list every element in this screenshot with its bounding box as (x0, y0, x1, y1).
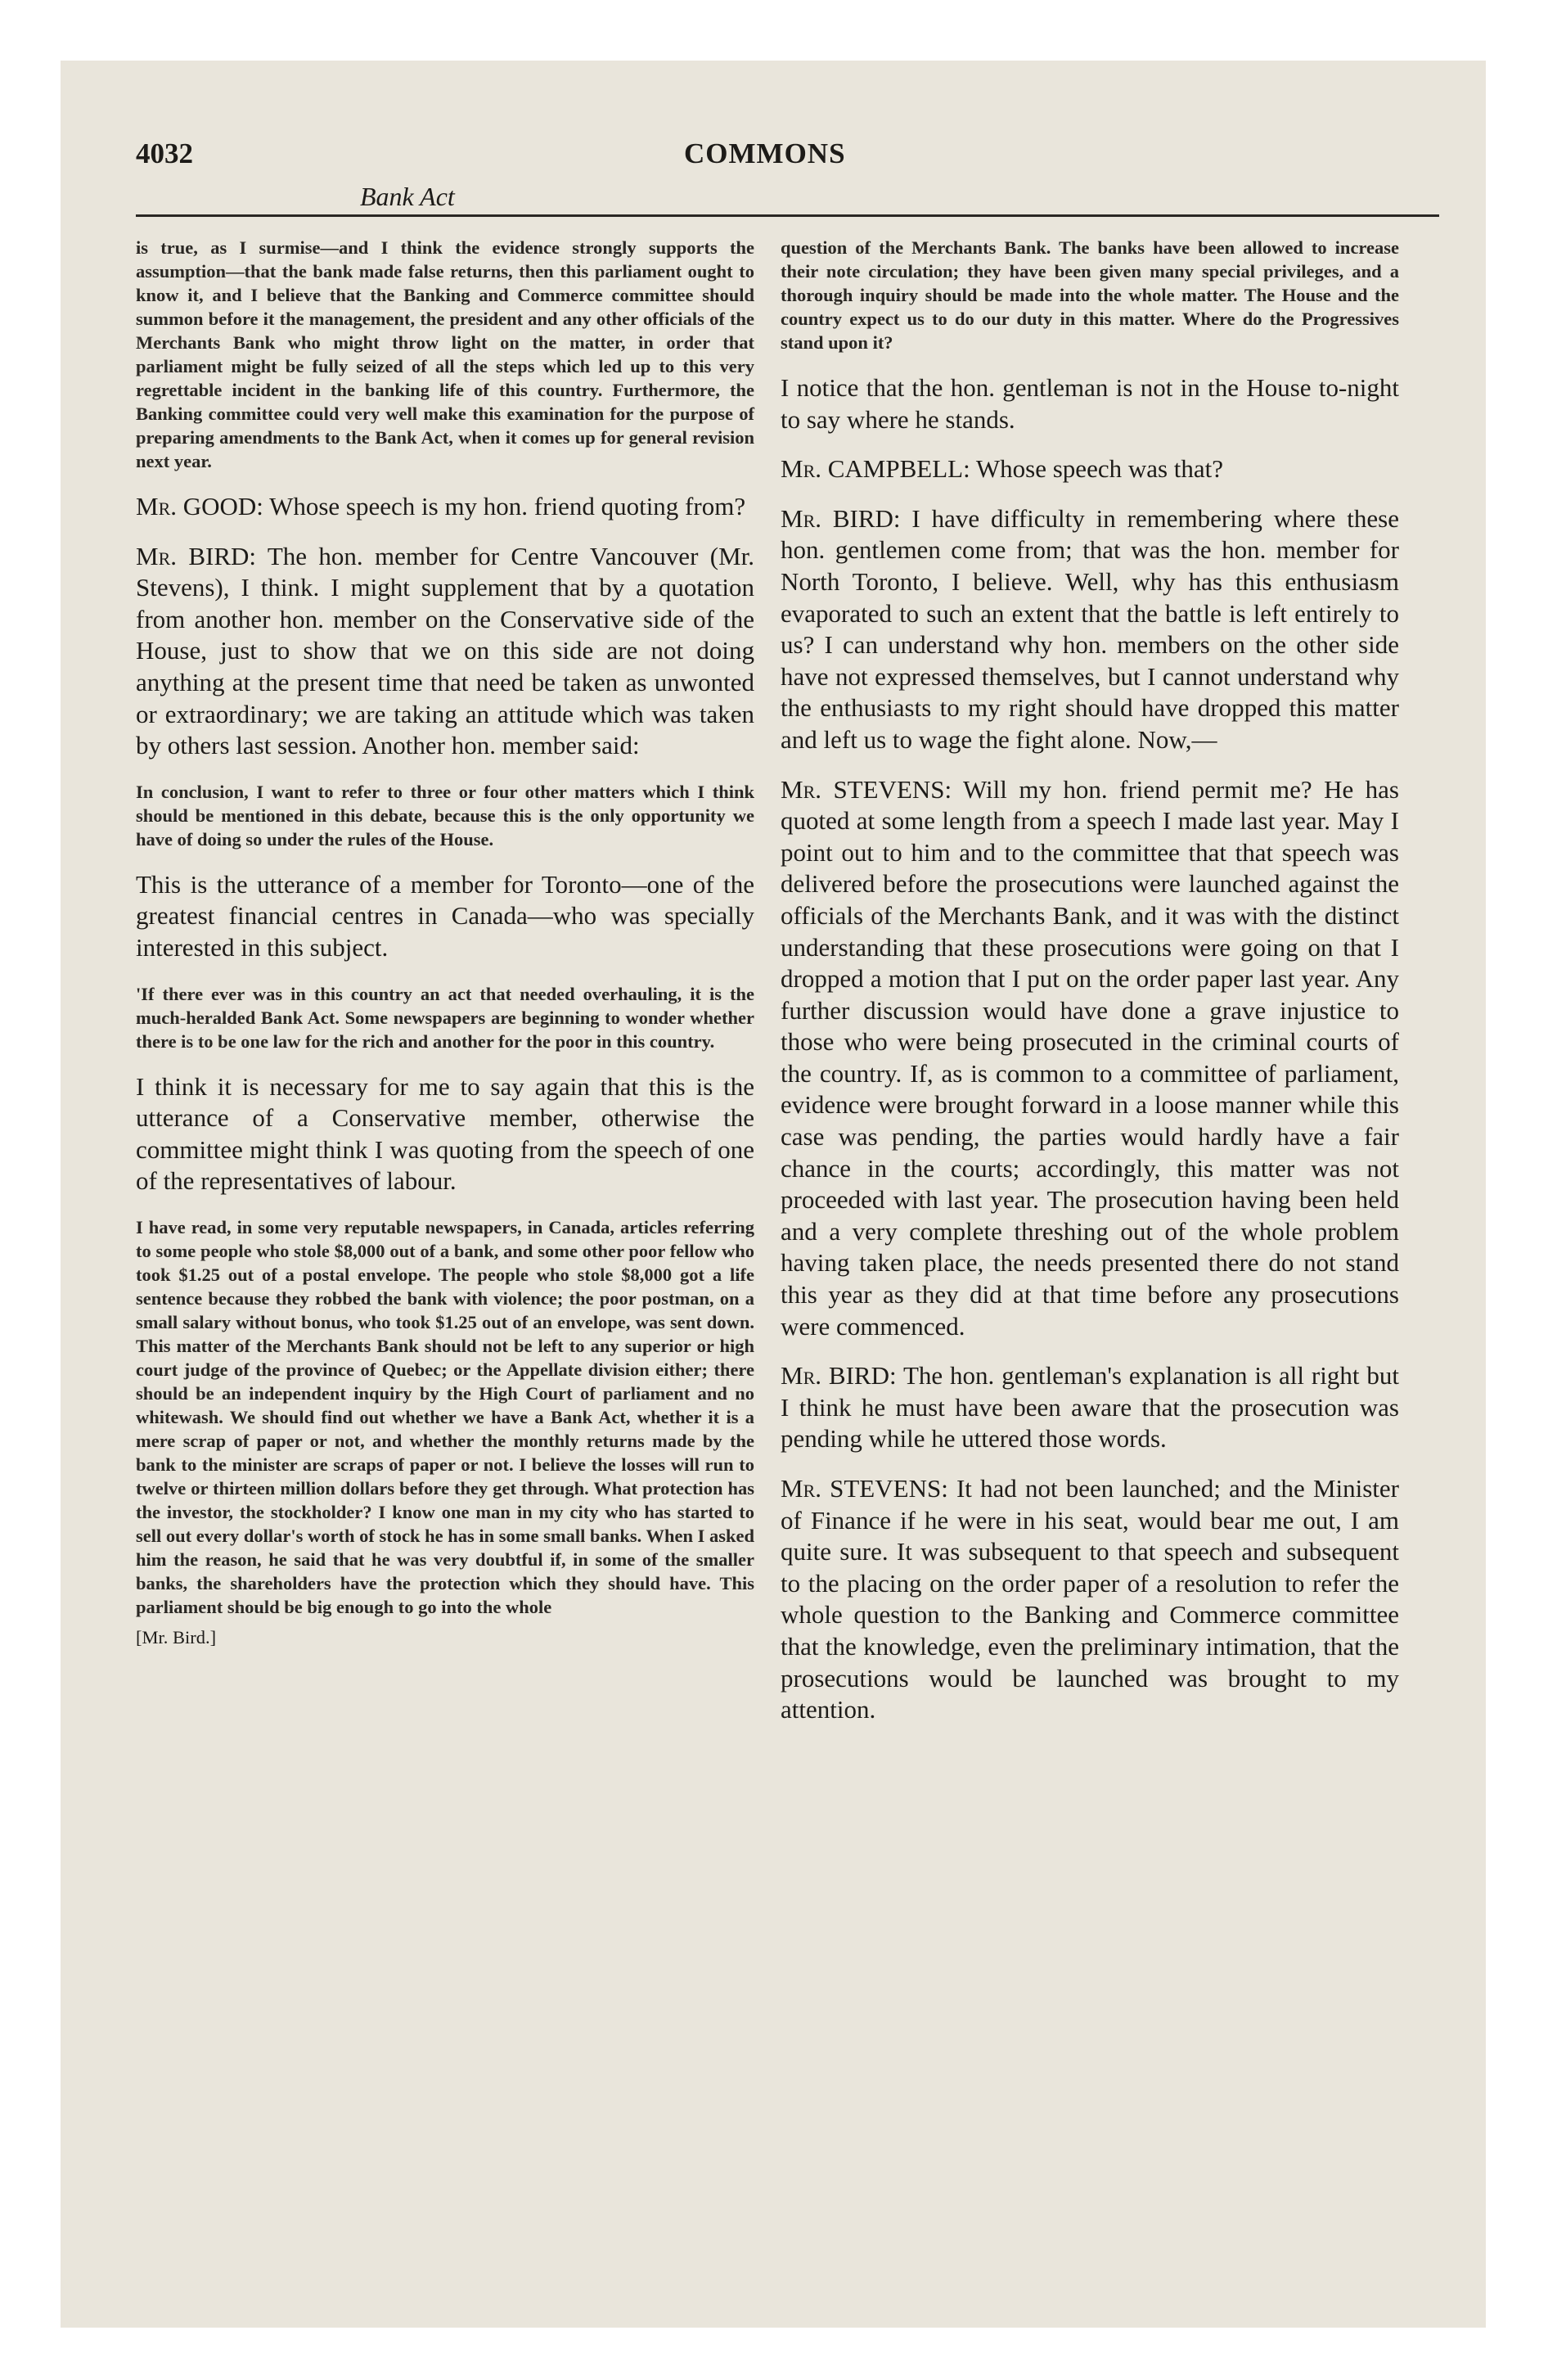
quoted-passage: In conclusion, I want to refer to three or four other matters which I think should be mentioned in this debate, because this is the only opportunity we have of doing so under the rules of the House. (136, 781, 754, 850)
speech-paragraph: Mr. BIRD: The hon. member for Centre Vancouver (Mr. Stevens), I think. I might supplement that by a quotation from another hon. member on the Conservative side of the House, just to show that we on this side are not doing anything at the present time that need be taken as unwonted or extraordinary; we are taking an attitude which was taken by others last session. Another hon. member said: (136, 541, 754, 760)
page-subject: Bank Act (360, 182, 455, 211)
speaker-name: Mr. STEVENS: (781, 1474, 948, 1503)
speaker-name: Mr. BIRD: (136, 541, 257, 570)
speech-paragraph: This is the utterance of a member for Toronto—one of the greatest financial centres in Canada—who was specially interested in this subject. (136, 869, 754, 962)
left-column (136, 236, 754, 1649)
right-column (781, 236, 1399, 1744)
speech-paragraph: Mr. STEVENS: It had not been launched; and the Minister of Finance if he were in his seat, would bear me out, I am quite sure. It was subsequent to that speech and subsequent to the placing on the order paper of a resolution to refer the whole question to the Banking and Commerce committee that the knowledge, even the preliminary intimation, that the prosecutions would be launched was brought to my attention. (781, 1474, 1399, 1724)
speech-paragraph: Mr. STEVENS: Will my hon. friend permit me? He has quoted at some length from a speech I made last year. May I point out to him and to the committee that that speech was delivered before the prosecutions were launched against the officials of the Merchants Bank, and it was with the distinct understanding that these prosecutions were going on that I dropped a motion that I put on the order paper last year. Any further discussion would have done a grave injustice to those who were being prosecuted in the criminal courts of the country. If, as is common to a committee of parliament, evidence were brought forward in a loose manner while this case was pending, the parties would hardly have a fair chance in the courts; accordingly, this matter was not proceeded with last year. The prosecution having been held and a very complete threshing out of the whole problem having taken place, the needs presented there do not stand this year as they did at that time before any prosecutions were commenced. (781, 774, 1399, 1341)
speaker-name: Mr. GOOD: (136, 492, 263, 521)
speaker-name: Mr. BIRD: (781, 503, 901, 533)
speaker-attribution: [Mr. Bird.] (136, 1626, 217, 1648)
page-title: COMMONS (684, 137, 846, 169)
speech-paragraph: Mr. GOOD: Whose speech is my hon. friend quoting from? (136, 492, 746, 521)
speech-paragraph: Mr. CAMPBELL: Whose speech was that? (781, 454, 1224, 484)
speech-paragraph: Mr. BIRD: I have difficulty in remembering where these hon. gentlemen come from; that was the hon. member for North Toronto, I believe. Well, why has this enthusiasm evaporated to such an extent that the battle is left entirely to us? I can understand why hon. members on the other side have not expressed themselves, but I cannot understand why the enthusiasts to my right should have dropped this matter and left us to wage the fight alone. Now,— (781, 503, 1399, 754)
speech-paragraph: I notice that the hon. gentleman is not in the House to-night to say where he stands. (781, 373, 1399, 434)
speaker-name: Mr. CAMPBELL: (781, 454, 970, 484)
speech-paragraph: Mr. BIRD: The hon. gentleman's explanation is all right but I think he must have been aware that the prosecution was pending while he uttered those words. (781, 1361, 1400, 1454)
quoted-passage: 'If there ever was in this country an act that needed overhauling, it is the much-heralded Bank Act. Some newspapers are beginning to wonder whether there is to be one law for the rich and another for the poor in this country. (136, 983, 754, 1052)
speaker-name: Mr. STEVENS: (781, 774, 952, 804)
speech-paragraph: I think it is necessary for me to say again that this is the utterance of a Conservative member, otherwise the committee might think I was quoting from the speech of one of the representatives of labour. (136, 1071, 754, 1196)
quoted-passage: I have read, in some very reputable newspapers, in Canada, articles referring to some people who stole $8,000 out of a bank, and some other poor fellow who took $1.25 out of a postal envelope. The people who stole $8,000 got a life sentence because they robbed the bank with violence; the poor postman, on a small salary without bonus, who took $1.25 out of an envelope, was sent down. This matter of the Merchants Bank should not be left to any superior or high court judge of the province of Quebec; or the Appellate division either; there should be an independent inquiry by the High Court of parliament and no whitewash. We should find out whether we have a Bank Act, whether it is a mere scrap of paper or not, and whether the monthly returns made by the bank to the minister are scraps of paper or not. I believe the losses will run to twelve or thirteen million dollars before they get through. What protection has the investor, the stockholder? I know one man in my city who has started to sell out every dollar's worth of stock he has in some small banks. When I asked him the reason, he said that he was very doubtful if, in some of the smaller banks, the shareholders have the protection which they should have. This parliament should be big enough to go into the whole (136, 1216, 754, 1617)
speaker-name: Mr. BIRD: (781, 1361, 897, 1391)
quoted-passage: is true, as I surmise—and I think the evidence strongly supports the assumption—that the bank made false returns, then this parliament ought to know it, and I believe that the Banking and Commerce committee should summon before it the management, the president and any other officials of the Merchants Bank who might throw light on the matter, in order that parliament might be fully seized of all the steps which led up to this very regrettable incident in the banking life of this country. Furthermore, the Banking committee could very well make this examination for the purpose of preparing amendments to the Bank Act, when it comes up for general revision next year. (136, 237, 754, 471)
quoted-passage: question of the Merchants Bank. The banks have been allowed to increase their note circulation; they have been given many special privileges, and a thorough inquiry should be made into the whole matter. The House and the country expect us to do our duty in this matter. Where do the Progressives stand upon it? (781, 237, 1399, 353)
page-number: 4032 (136, 137, 193, 169)
header-rule (136, 214, 1439, 217)
